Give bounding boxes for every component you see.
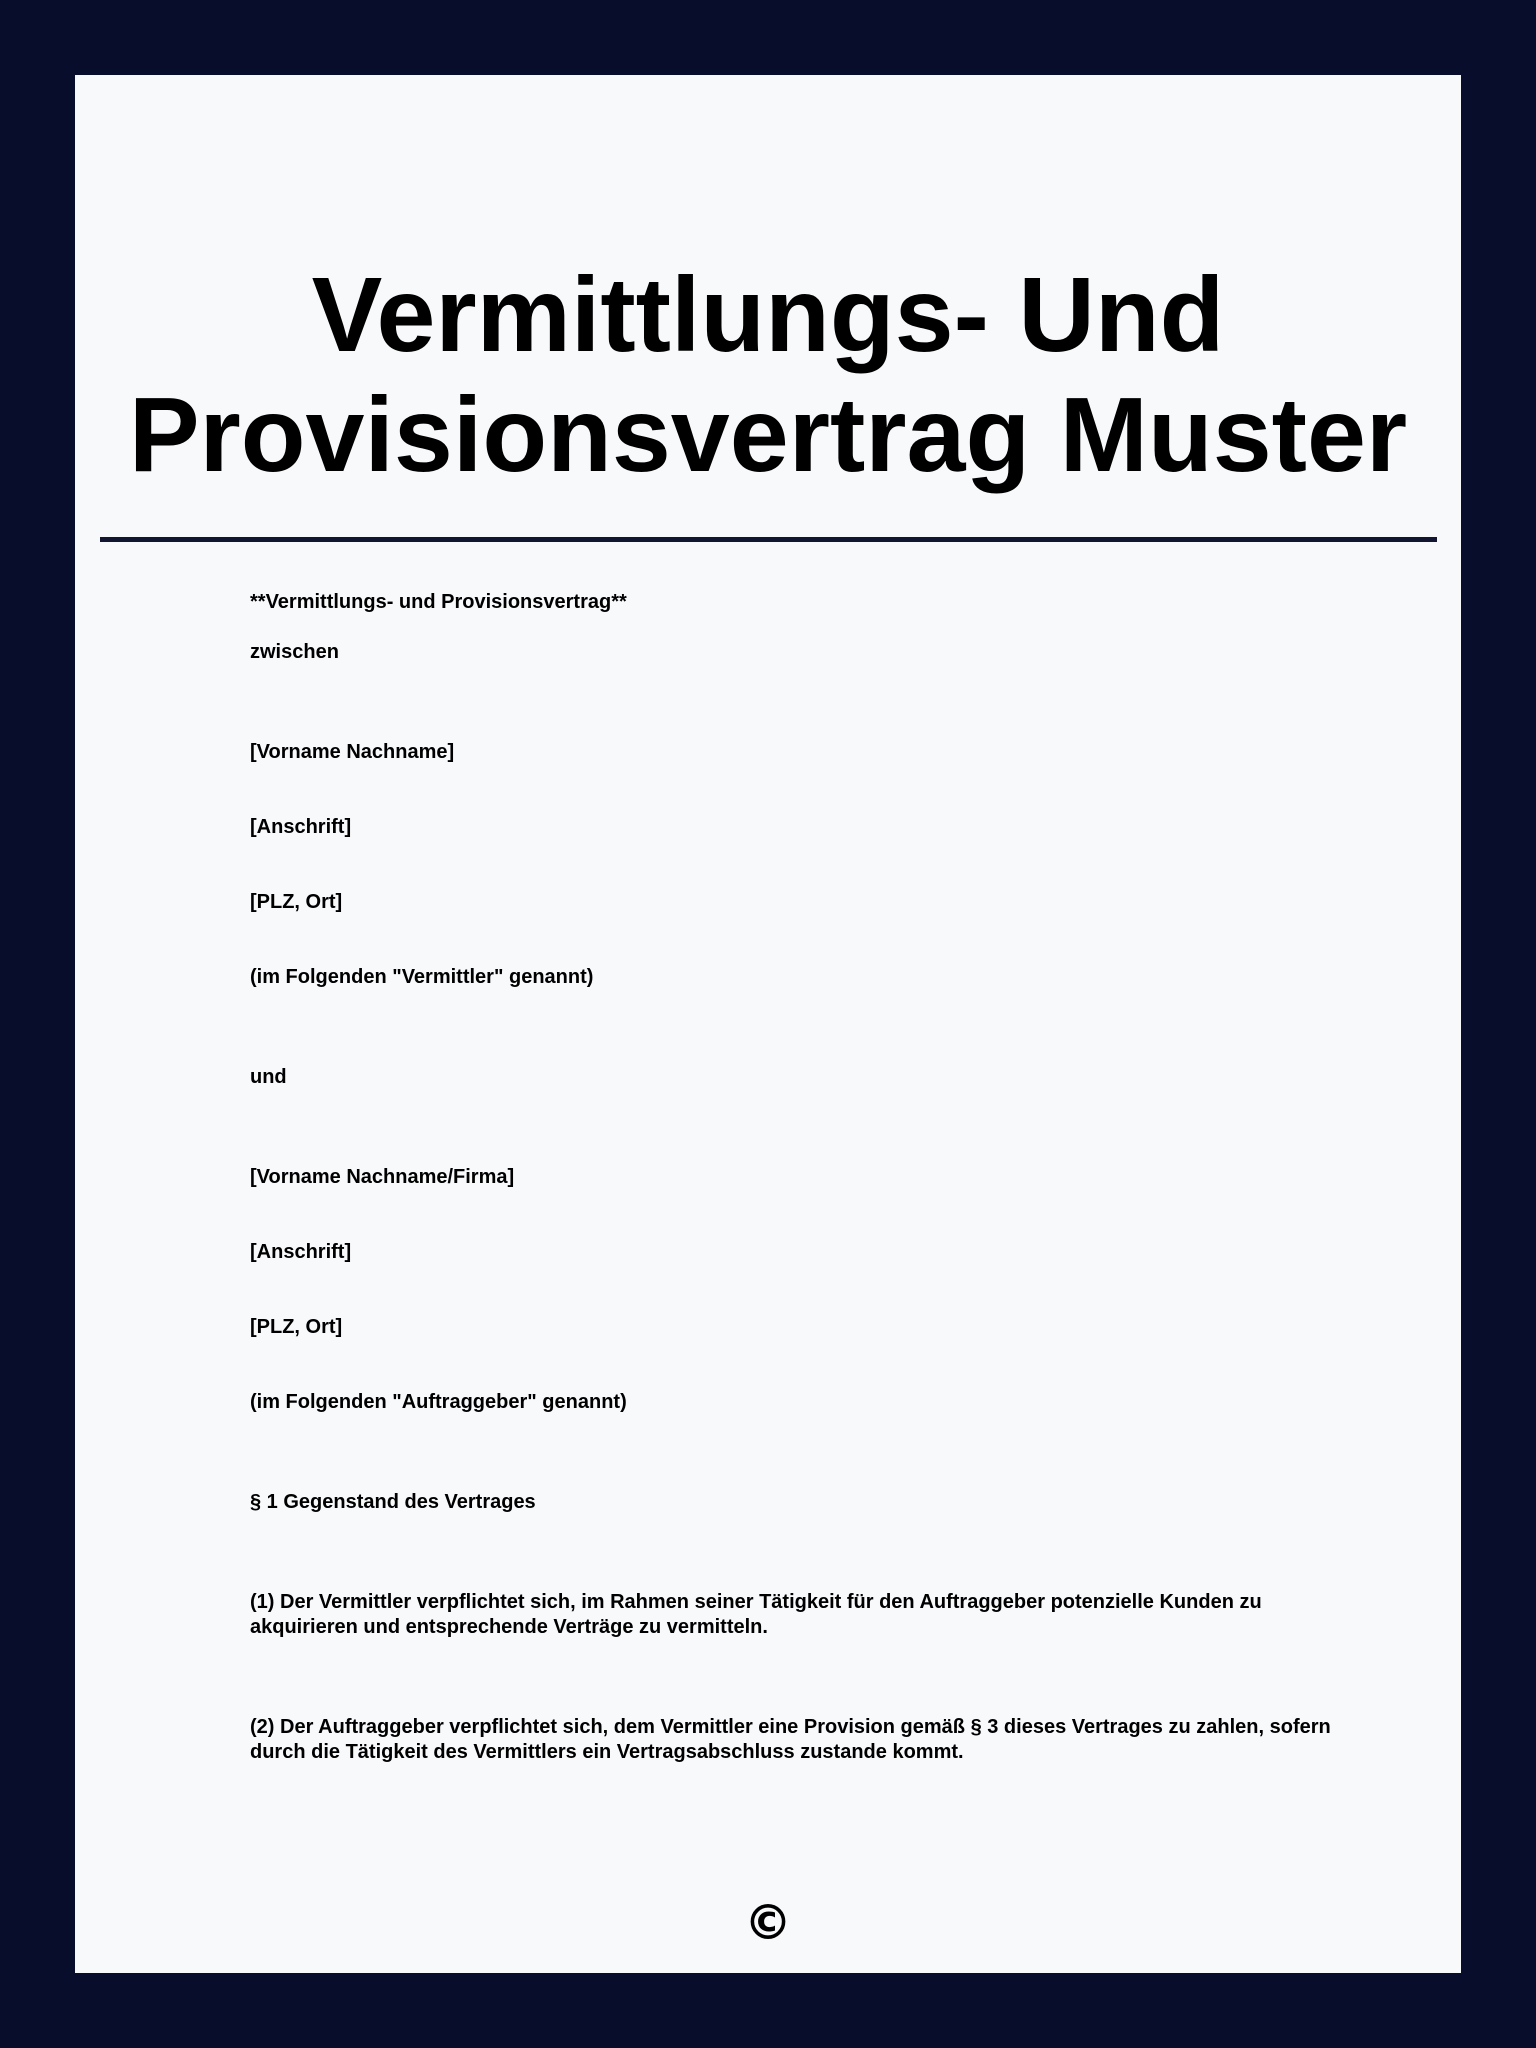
document-page [75, 75, 1461, 1973]
section1-paragraph-1: (1) Der Vermittler verpflichtet sich, im Rahmen seiner Tätigkeit für den Auftraggeber potenzielle Kunden zu akquirieren und entsprechende Verträge zu vermitteln. [250, 1591, 1262, 1638]
party1-name: [Vorname Nachname] [250, 741, 455, 763]
party1-address: [Anschrift] [250, 816, 352, 838]
party2-city: [PLZ, Ort] [250, 1316, 343, 1338]
copyright-icon: © [744, 1895, 792, 1951]
and-label: und [250, 1066, 287, 1088]
section1-title: § 1 Gegenstand des Vertrages [250, 1491, 536, 1513]
contract-heading: **Vermittlungs- und Provisionsvertrag** [250, 591, 627, 613]
party1-city: [PLZ, Ort] [250, 891, 343, 913]
document-title [75, 255, 1461, 495]
document-title-line-1: Vermittlungs- Und [311, 256, 1225, 374]
between-label: zwischen [250, 641, 339, 663]
section1-paragraph-2: (2) Der Auftraggeber verpflichtet sich, dem Vermittler eine Provision gemäß § 3 dieses Vertrages zu zahlen, sofern durch die Tätigkeit des Vermittlers ein Vertragsabschluss zustande kommt. [250, 1716, 1331, 1763]
party2-designation: (im Folgenden "Auftraggeber" genannt) [250, 1391, 627, 1413]
party2-name: [Vorname Nachname/Firma] [250, 1166, 515, 1188]
party1-designation: (im Folgenden "Vermittler" genannt) [250, 966, 594, 988]
document-title-line-2: Provisionsvertrag Muster [128, 376, 1408, 494]
party2-address: [Anschrift] [250, 1241, 352, 1263]
title-divider [100, 537, 1437, 542]
